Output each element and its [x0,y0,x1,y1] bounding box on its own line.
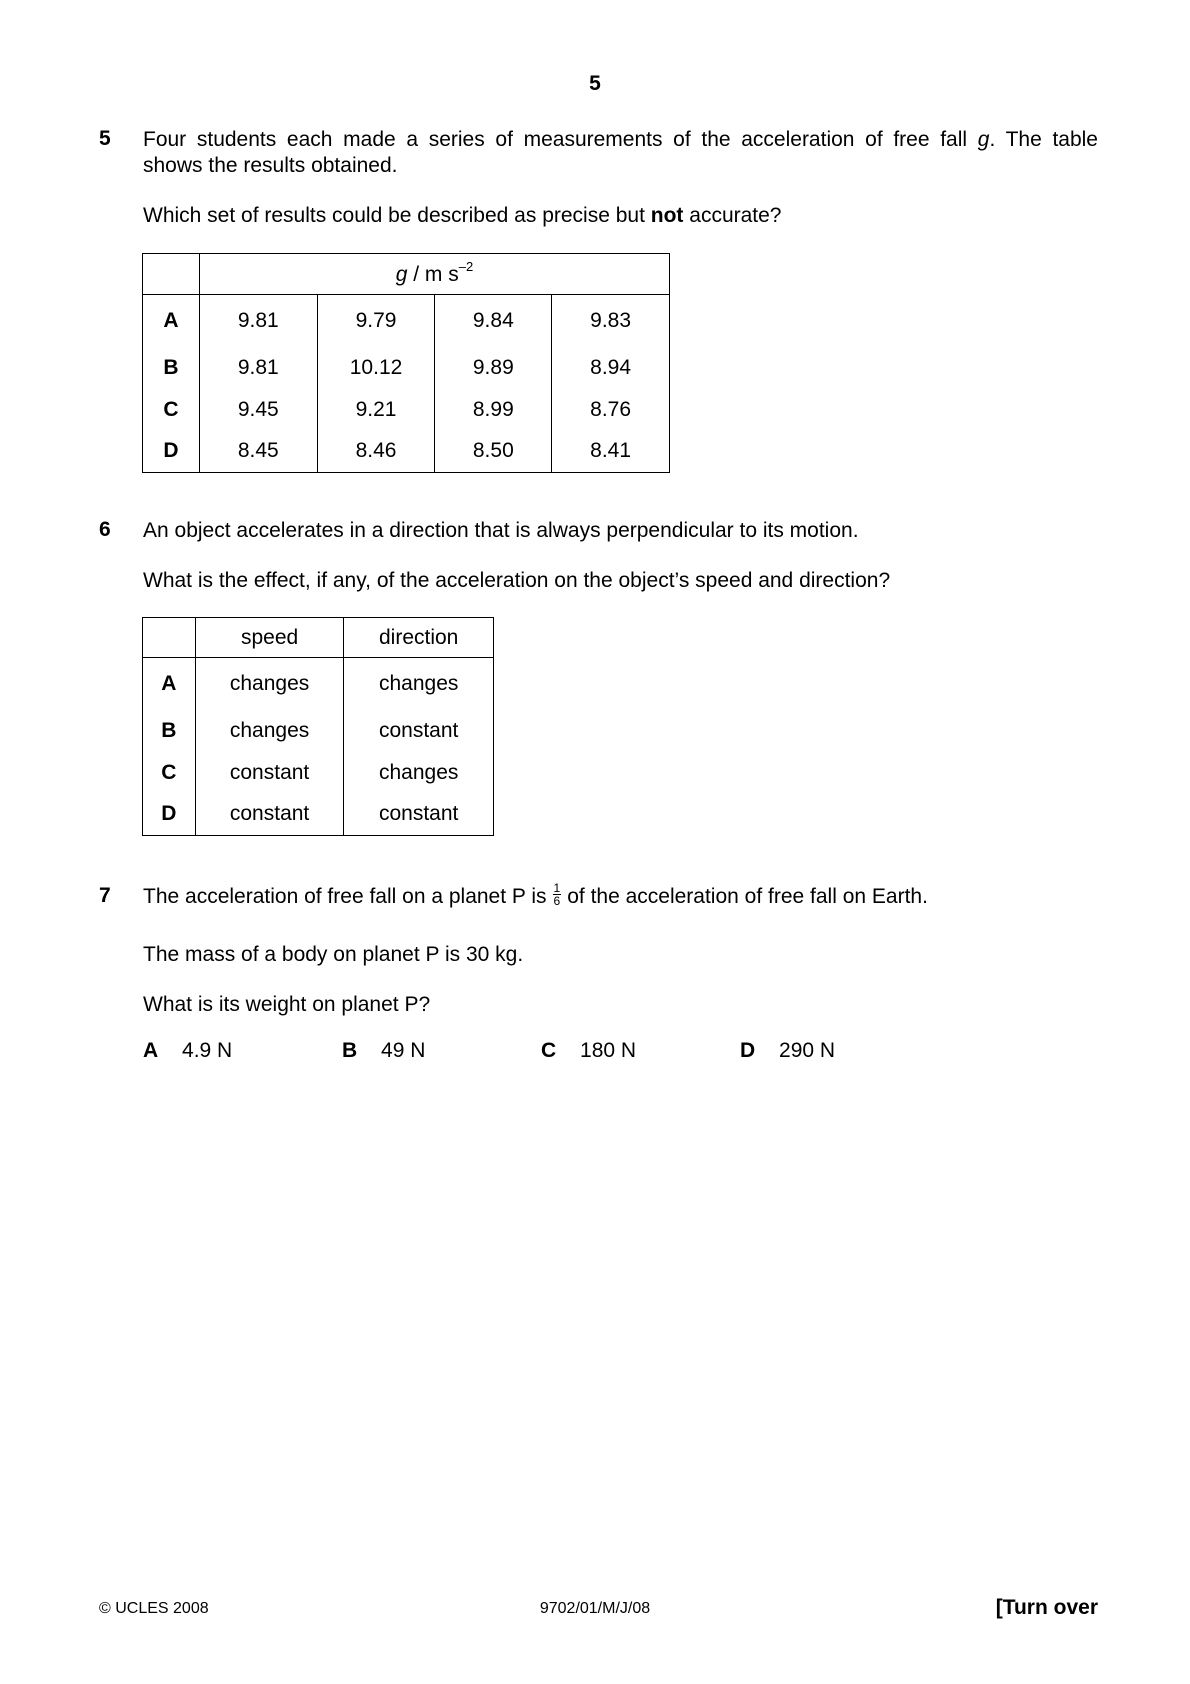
q5-var-g: g [977,128,990,151]
table-cell: 9.89 [435,347,552,389]
footer-copyright: © UCLES 2008 [99,1600,209,1617]
question-5-text-line1 [143,127,1098,153]
q7-text-pre: The acceleration of free fall on a planet P is [143,885,547,908]
row-label: B [143,347,200,389]
frac-denominator: 6 [553,893,561,908]
row-label: D [143,794,196,836]
table-cell: changes [344,752,494,794]
table-row [143,389,670,431]
question-7-mass: The mass of a body on planet P is 30 kg. [143,943,524,966]
row-label: B [143,710,196,752]
q6-options-table [142,617,494,836]
q6-header-direction: direction [344,618,494,658]
q7-text-post: of the acceleration of free fall on Earth. [567,885,928,908]
table-cell: 9.84 [435,295,552,347]
q6-header-speed: speed [195,618,344,658]
table-row [143,752,494,794]
option-letter: C [541,1039,557,1062]
q5-text-a: Four students each made a series of measurements of the acceleration of free fall [143,128,968,151]
table-cell: constant [344,710,494,752]
table-row [143,347,670,389]
table-cell: 8.94 [552,347,670,389]
table-cell: 8.45 [199,431,317,473]
option-value: 290 N [779,1039,836,1062]
q5-prompt-post: accurate? [689,204,782,227]
question-7-text [143,880,1098,910]
question-6-number: 6 [99,518,111,541]
row-label: C [143,389,200,431]
table-cell: 9.21 [317,389,435,431]
table-cell: 9.79 [317,295,435,347]
row-label: A [143,295,200,347]
table-cell: constant [344,794,494,836]
q6-table-header-row [143,618,494,658]
table-cell: constant [195,794,344,836]
one-sixth-fraction [553,882,562,907]
option-letter: D [740,1039,756,1062]
q7-option-c [541,1039,636,1063]
q7-option-a [143,1039,232,1063]
table-row [143,295,670,347]
question-5-prompt [143,203,1098,229]
table-row [143,431,670,473]
frac-numerator: 1 [553,880,561,895]
question-5-text-line2: shows the results obtained. [143,154,398,177]
turn-over-label: [Turn over [995,1596,1098,1619]
table-cell: 9.83 [552,295,670,347]
q5-table-header-row [143,254,670,295]
table-cell: 8.76 [552,389,670,431]
option-value: 4.9 N [182,1039,233,1062]
table-cell: 9.45 [199,389,317,431]
footer-paper-code: 9702/01/M/J/08 [539,1600,651,1617]
question-7-prompt: What is its weight on planet P? [143,993,431,1016]
question-5-number: 5 [99,127,111,150]
table-row [143,710,494,752]
table-cell: 8.41 [552,431,670,473]
q6-table-corner [143,618,196,658]
table-cell: changes [195,658,344,710]
q5-prompt-pre: Which set of results could be described as precise but [143,204,645,227]
q5-results-table [142,253,670,473]
option-letter: A [143,1039,159,1062]
table-cell: 9.81 [199,347,317,389]
q5-header-unit: / m s [407,263,459,286]
question-6-text: An object accelerates in a direction that is always perpendicular to its motion. [143,519,859,542]
q7-option-d [740,1039,835,1063]
table-cell: 8.46 [317,431,435,473]
q5-table-header [199,254,669,295]
question-6-prompt: What is the effect, if any, of the acceleration on the object’s speed and direction? [143,569,891,592]
q5-table-corner [143,254,200,295]
q5-text-b: . The table [989,128,1098,151]
option-value: 49 N [381,1039,426,1062]
table-row [143,658,494,710]
question-7-number: 7 [99,884,111,907]
row-label: D [143,431,200,473]
q7-option-b [342,1039,425,1063]
q5-header-exp: –2 [458,259,474,274]
row-label: A [143,658,196,710]
table-cell: changes [195,710,344,752]
q5-header-var: g [395,263,408,286]
table-row [143,794,494,836]
table-cell: 8.50 [435,431,552,473]
row-label: C [143,752,196,794]
table-cell: 9.81 [199,295,317,347]
table-cell: constant [195,752,344,794]
table-cell: 10.12 [317,347,435,389]
option-letter: B [342,1039,358,1062]
page-number: 5 [589,72,601,95]
q5-prompt-bold: not [650,204,684,227]
option-value: 180 N [580,1039,637,1062]
table-cell: 8.99 [435,389,552,431]
table-cell: changes [344,658,494,710]
